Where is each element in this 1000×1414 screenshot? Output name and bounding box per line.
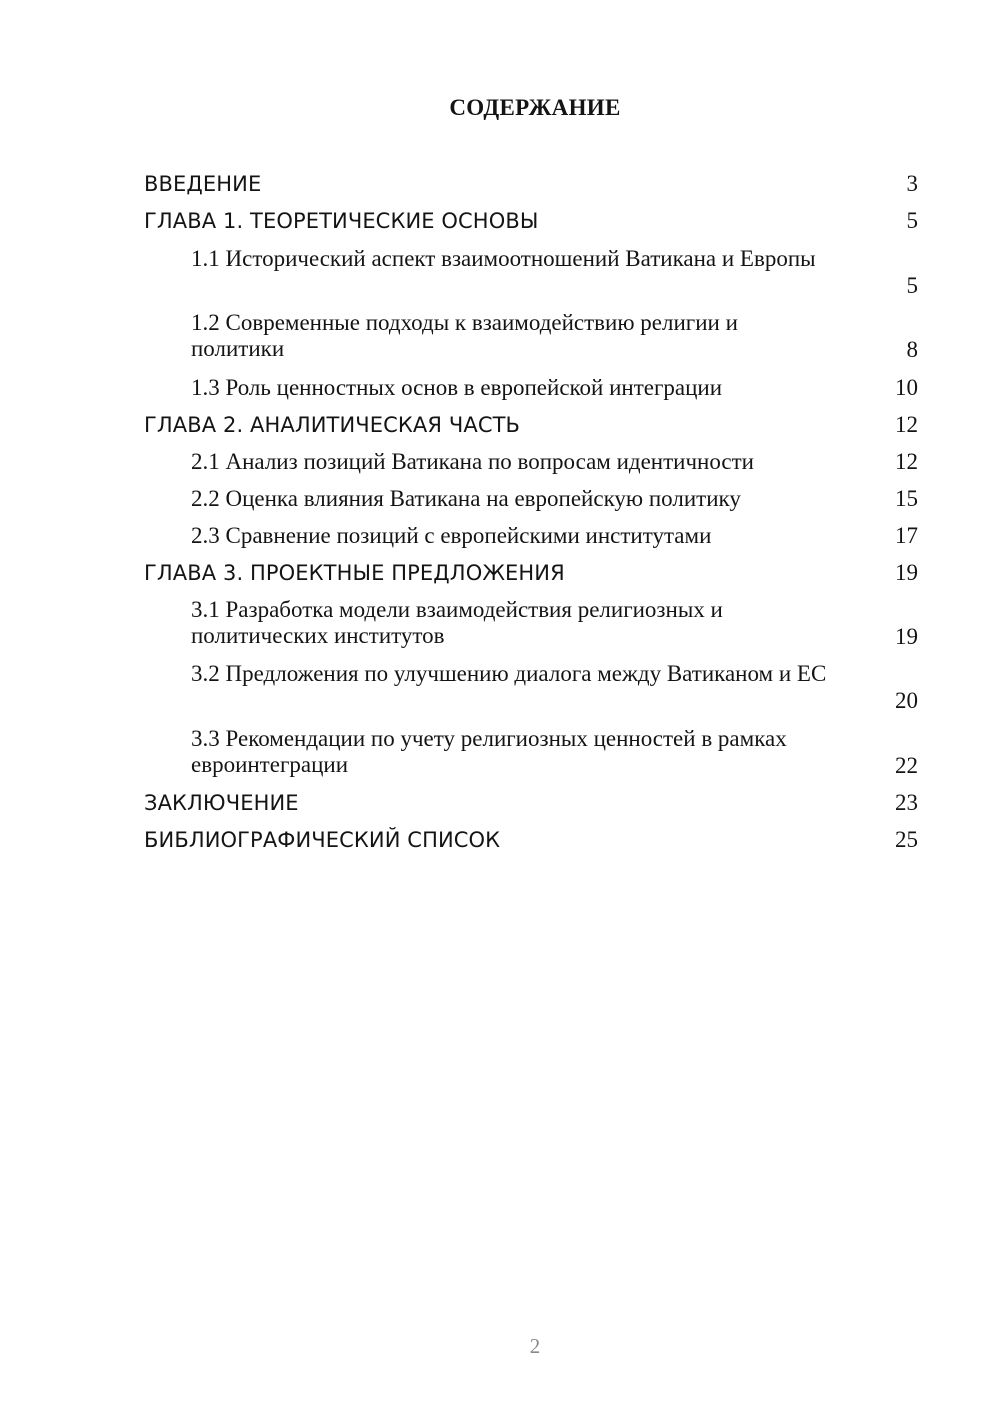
toc-page-section-2-2: 15 [895,486,918,511]
toc-page-chapter-1: 5 [906,208,918,233]
toc-entry-section-3-3[interactable]: 3.3 Рекомендации по учету религиозных ценностей в рамках евроинтеграции [191,726,787,777]
toc-page-section-1-1: 5 [906,273,918,298]
toc-page-intro: 3 [906,171,918,196]
toc-entry-chapter-2[interactable]: ГЛАВА 2. АНАЛИТИЧЕСКАЯ ЧАСТЬ [144,413,521,437]
toc-page-section-2-3: 17 [895,523,918,548]
toc-entry-section-3-2[interactable]: 3.2 Предложения по улучшению диалога между Ватиканом и ЕС [191,661,827,686]
toc-page-section-3-1: 19 [895,624,918,649]
toc-page-conclusion: 23 [895,790,918,815]
toc-entry-chapter-1[interactable]: ГЛАВА 1. ТЕОРЕТИЧЕСКИЕ ОСНОВЫ [144,209,539,233]
toc-entry-section-1-3[interactable]: 1.3 Роль ценностных основ в европейской интеграции [191,375,723,400]
toc-entry-section-2-3[interactable]: 2.3 Сравнение позиций с европейскими институтами [191,523,712,548]
toc-entry-section-1-2[interactable]: 1.2 Современные подходы к взаимодействию религии и политики [191,310,738,361]
toc-page-chapter-2: 12 [895,412,918,437]
toc-entry-section-3-1[interactable]: 3.1 Разработка модели взаимодействия религиозных и политических институтов [191,597,723,648]
toc-page-section-2-1: 12 [895,449,918,474]
toc-entry-intro[interactable]: ВВЕДЕНИЕ [144,172,262,196]
toc-entry-chapter-3[interactable]: ГЛАВА 3. ПРОЕКТНЫЕ ПРЕДЛОЖЕНИЯ [144,561,565,585]
toc-page-chapter-3: 19 [895,560,918,585]
toc-entry-conclusion[interactable]: ЗАКЛЮЧЕНИЕ [144,791,299,815]
page-title: СОДЕРЖАНИЕ [449,95,621,120]
toc-entry-section-2-2[interactable]: 2.2 Оценка влияния Ватикана на европейскую политику [191,486,741,511]
toc-entry-section-2-1[interactable]: 2.1 Анализ позиций Ватикана по вопросам идентичности [191,449,754,474]
toc-entry-section-1-1[interactable]: 1.1 Исторический аспект взаимоотношений Ватикана и Европы [191,246,816,271]
toc-page-section-3-3: 22 [895,753,918,778]
toc-page-bibliography: 25 [895,827,918,852]
toc-entry-bibliography[interactable]: БИБЛИОГРАФИЧЕСКИЙ СПИСОК [144,828,501,852]
toc-page-section-3-2: 20 [895,688,918,713]
toc-page-section-1-3: 10 [895,375,918,400]
page-number: 2 [529,1334,541,1358]
toc-page-section-1-2: 8 [906,337,918,362]
